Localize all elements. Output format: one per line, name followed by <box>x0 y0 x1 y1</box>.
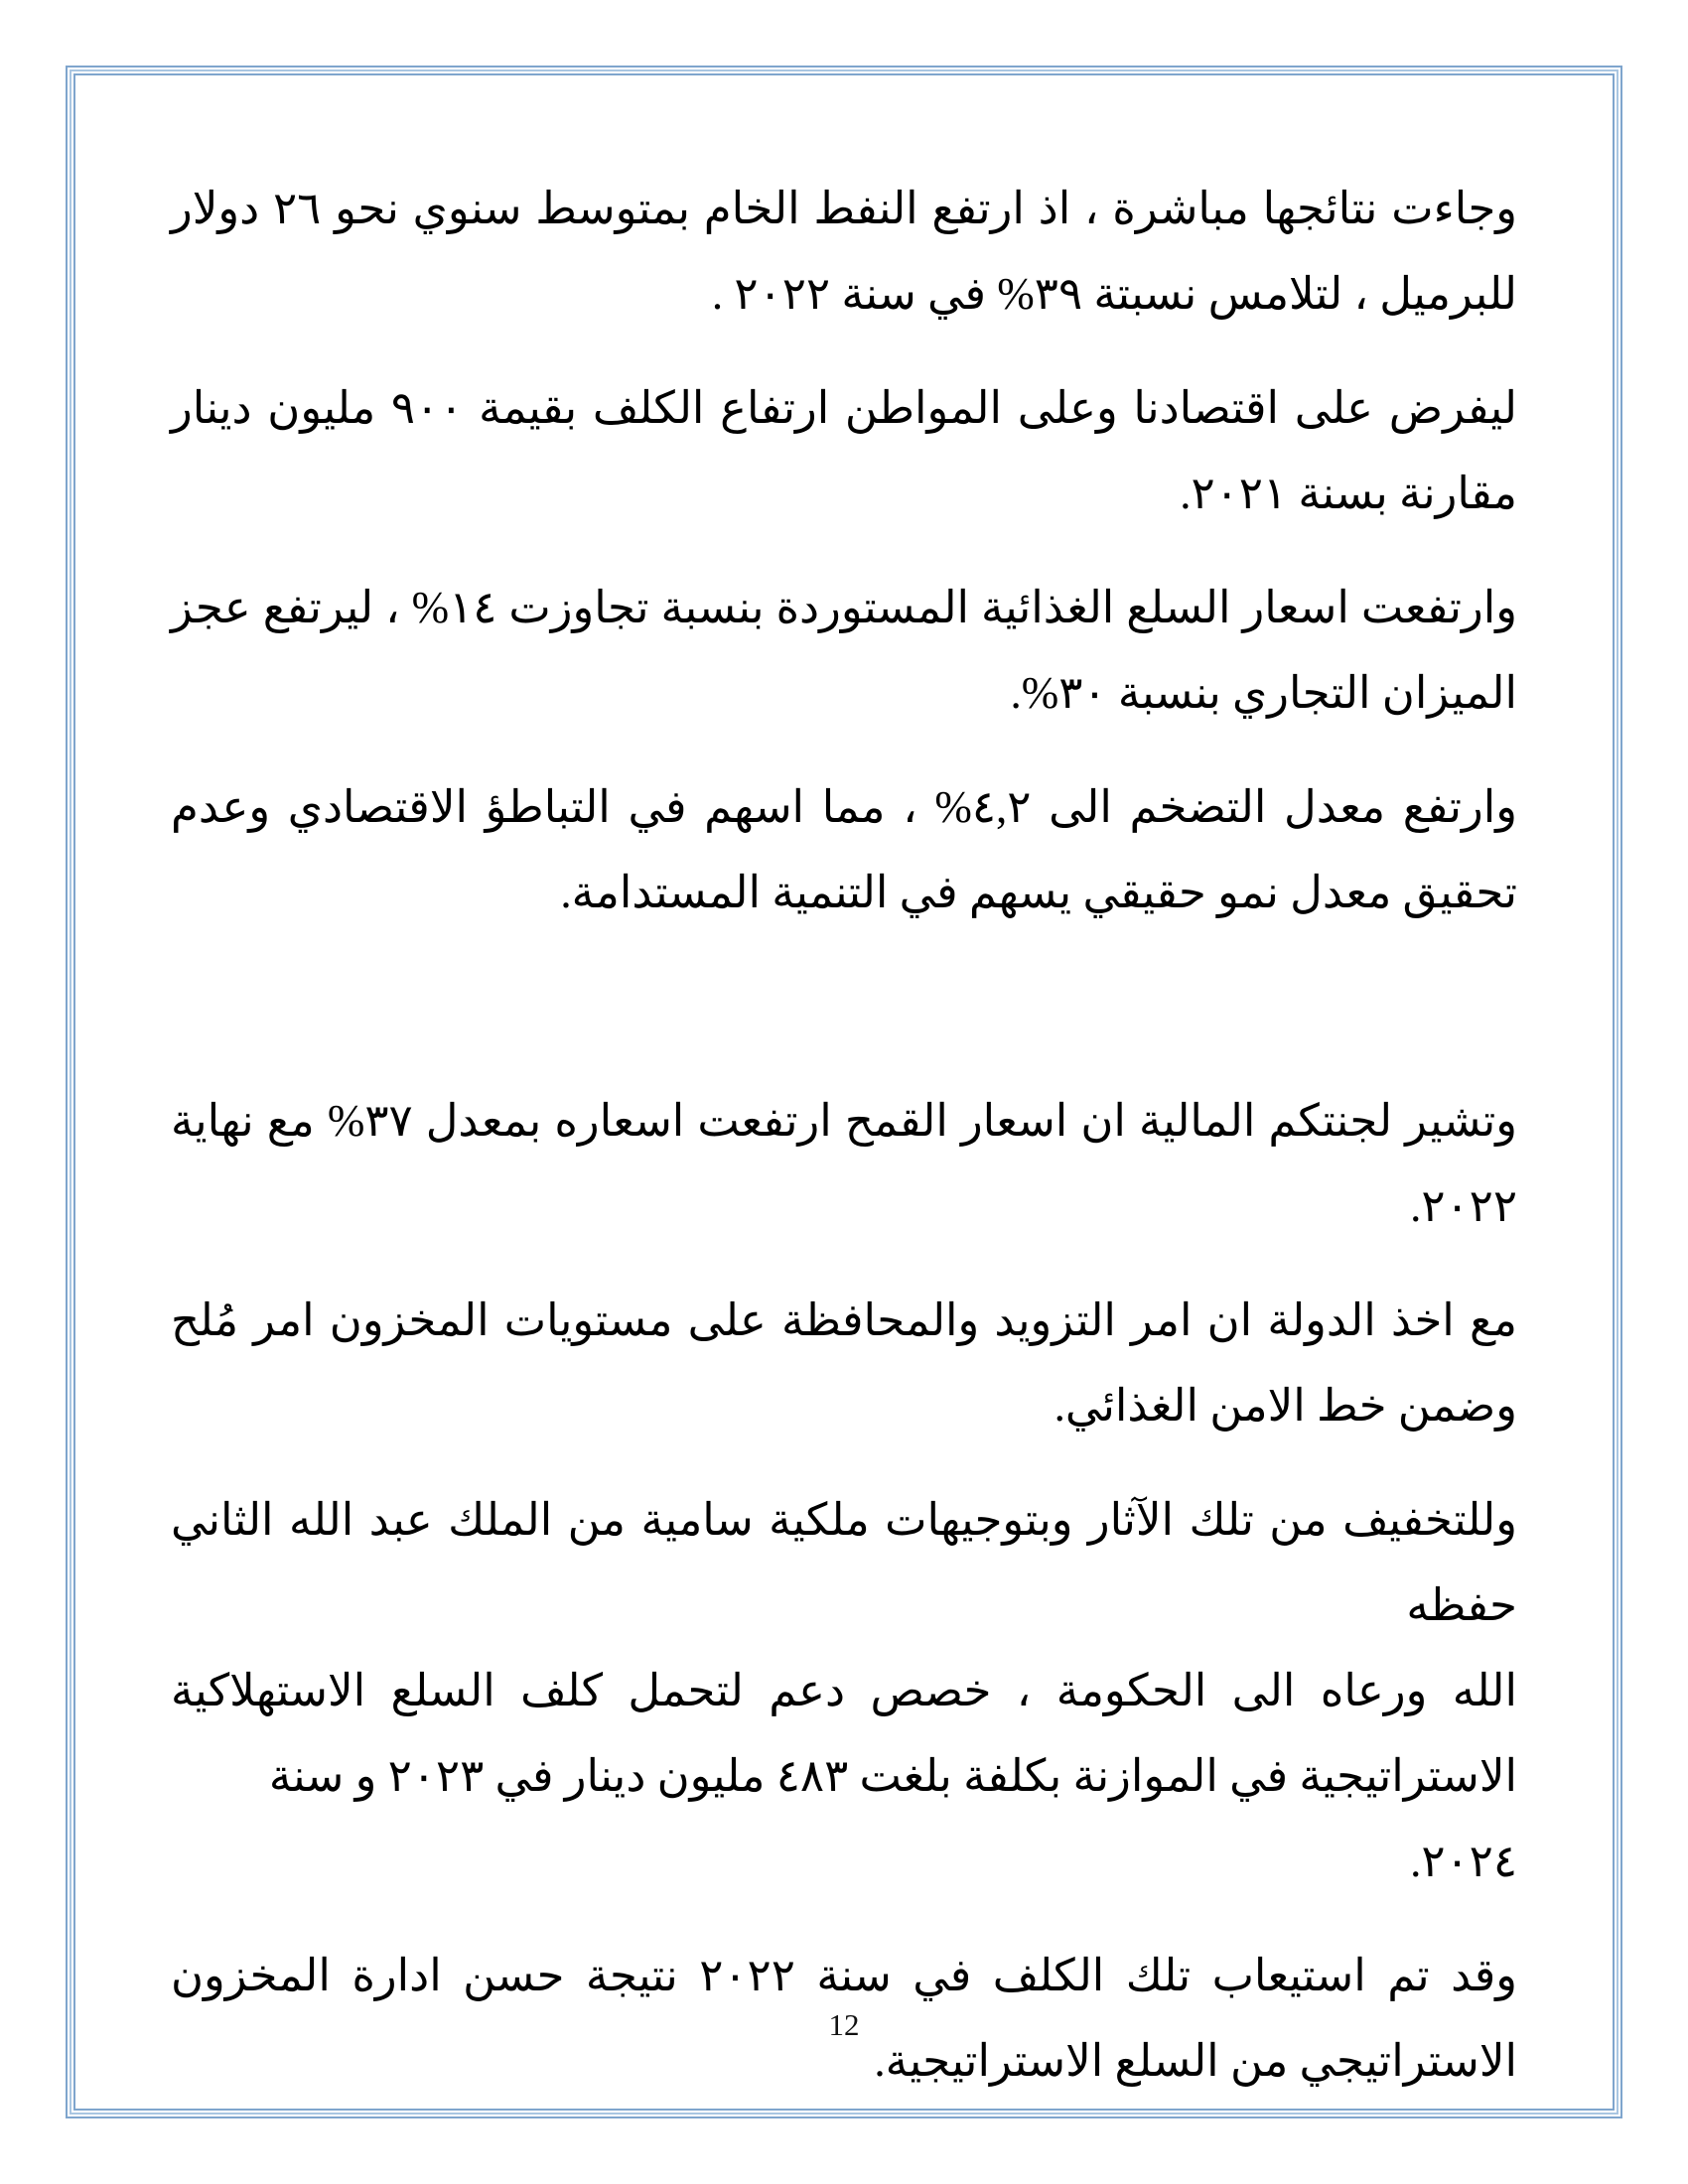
text-line: تحقيق معدل نمو حقيقي يسهم في التنمية المستدامة. <box>560 868 1517 917</box>
text-line: الله ورعاه الى الحكومة ، خصص دعم لتحمل كلف السلع الاستهلاكية <box>171 1666 1517 1715</box>
paragraph <box>171 565 1517 736</box>
paragraph <box>171 1078 1517 1249</box>
paragraph <box>171 166 1517 337</box>
paragraph <box>171 1477 1517 1904</box>
paragraph <box>171 764 1517 935</box>
empty-paragraph-spacer <box>171 964 1517 1049</box>
text-line: الاستراتيجي من السلع الاستراتيجية. <box>874 2036 1517 2086</box>
text-line: مع اخذ الدولة ان امر التزويد والمحافظة على مستويات المخزون امر مُلح <box>171 1296 1517 1345</box>
text-line: ليفرض على اقتصادنا وعلى المواطن ارتفاع الكلف بقيمة ٩٠٠ مليون دينار <box>171 383 1517 433</box>
text-line: مقارنة بسنة ٢٠٢١. <box>1180 469 1517 518</box>
text-line: ٢٠٢٢. <box>1410 1181 1517 1231</box>
paragraph <box>171 1278 1517 1448</box>
text-line: وضمن خط الامن الغذائي. <box>1054 1381 1517 1431</box>
text-line: وارتفع معدل التضخم الى ٤,٢% ، مما اسهم في التباطؤ الاقتصادي وعدم <box>171 782 1517 832</box>
document-body <box>171 0 1517 2132</box>
text-line: وتشير لجنتكم المالية ان اسعار القمح ارتفعت اسعاره بمعدل ٣٧% مع نهاية <box>171 1096 1518 1146</box>
text-line: وللتخفيف من تلك الآثار وبتوجيهات ملكية سامية من الملك عبد الله الثاني حفظه <box>171 1495 1517 1630</box>
text-line: وجاءت نتائجها مباشرة ، اذ ارتفع النفط الخام بمتوسط سنوي نحو ٢٦ دولار <box>171 184 1517 233</box>
text-line: وارتفعت اسعار السلع الغذائية المستوردة بنسبة تجاوزت ١٤% ، ليرتفع عجز <box>171 583 1517 632</box>
text-line: الميزان التجاري بنسبة ٣٠%. <box>1010 668 1517 718</box>
page-number-label: 12 <box>828 2007 860 2042</box>
text-line: الاستراتيجية في الموازنة بكلفة بلغت ٤٨٣ مليون دينار في ٢٠٢٣ و سنة ٢٠٢٤. <box>268 1751 1517 1886</box>
text-line: وقد تم استيعاب تلك الكلف في سنة ٢٠٢٢ نتيجة حسن ادارة المخزون <box>171 1951 1517 2000</box>
text-line: للبرميل ، لتلامس نسبتة ٣٩% في سنة ٢٠٢٢ . <box>711 269 1517 319</box>
paragraph <box>171 365 1517 536</box>
